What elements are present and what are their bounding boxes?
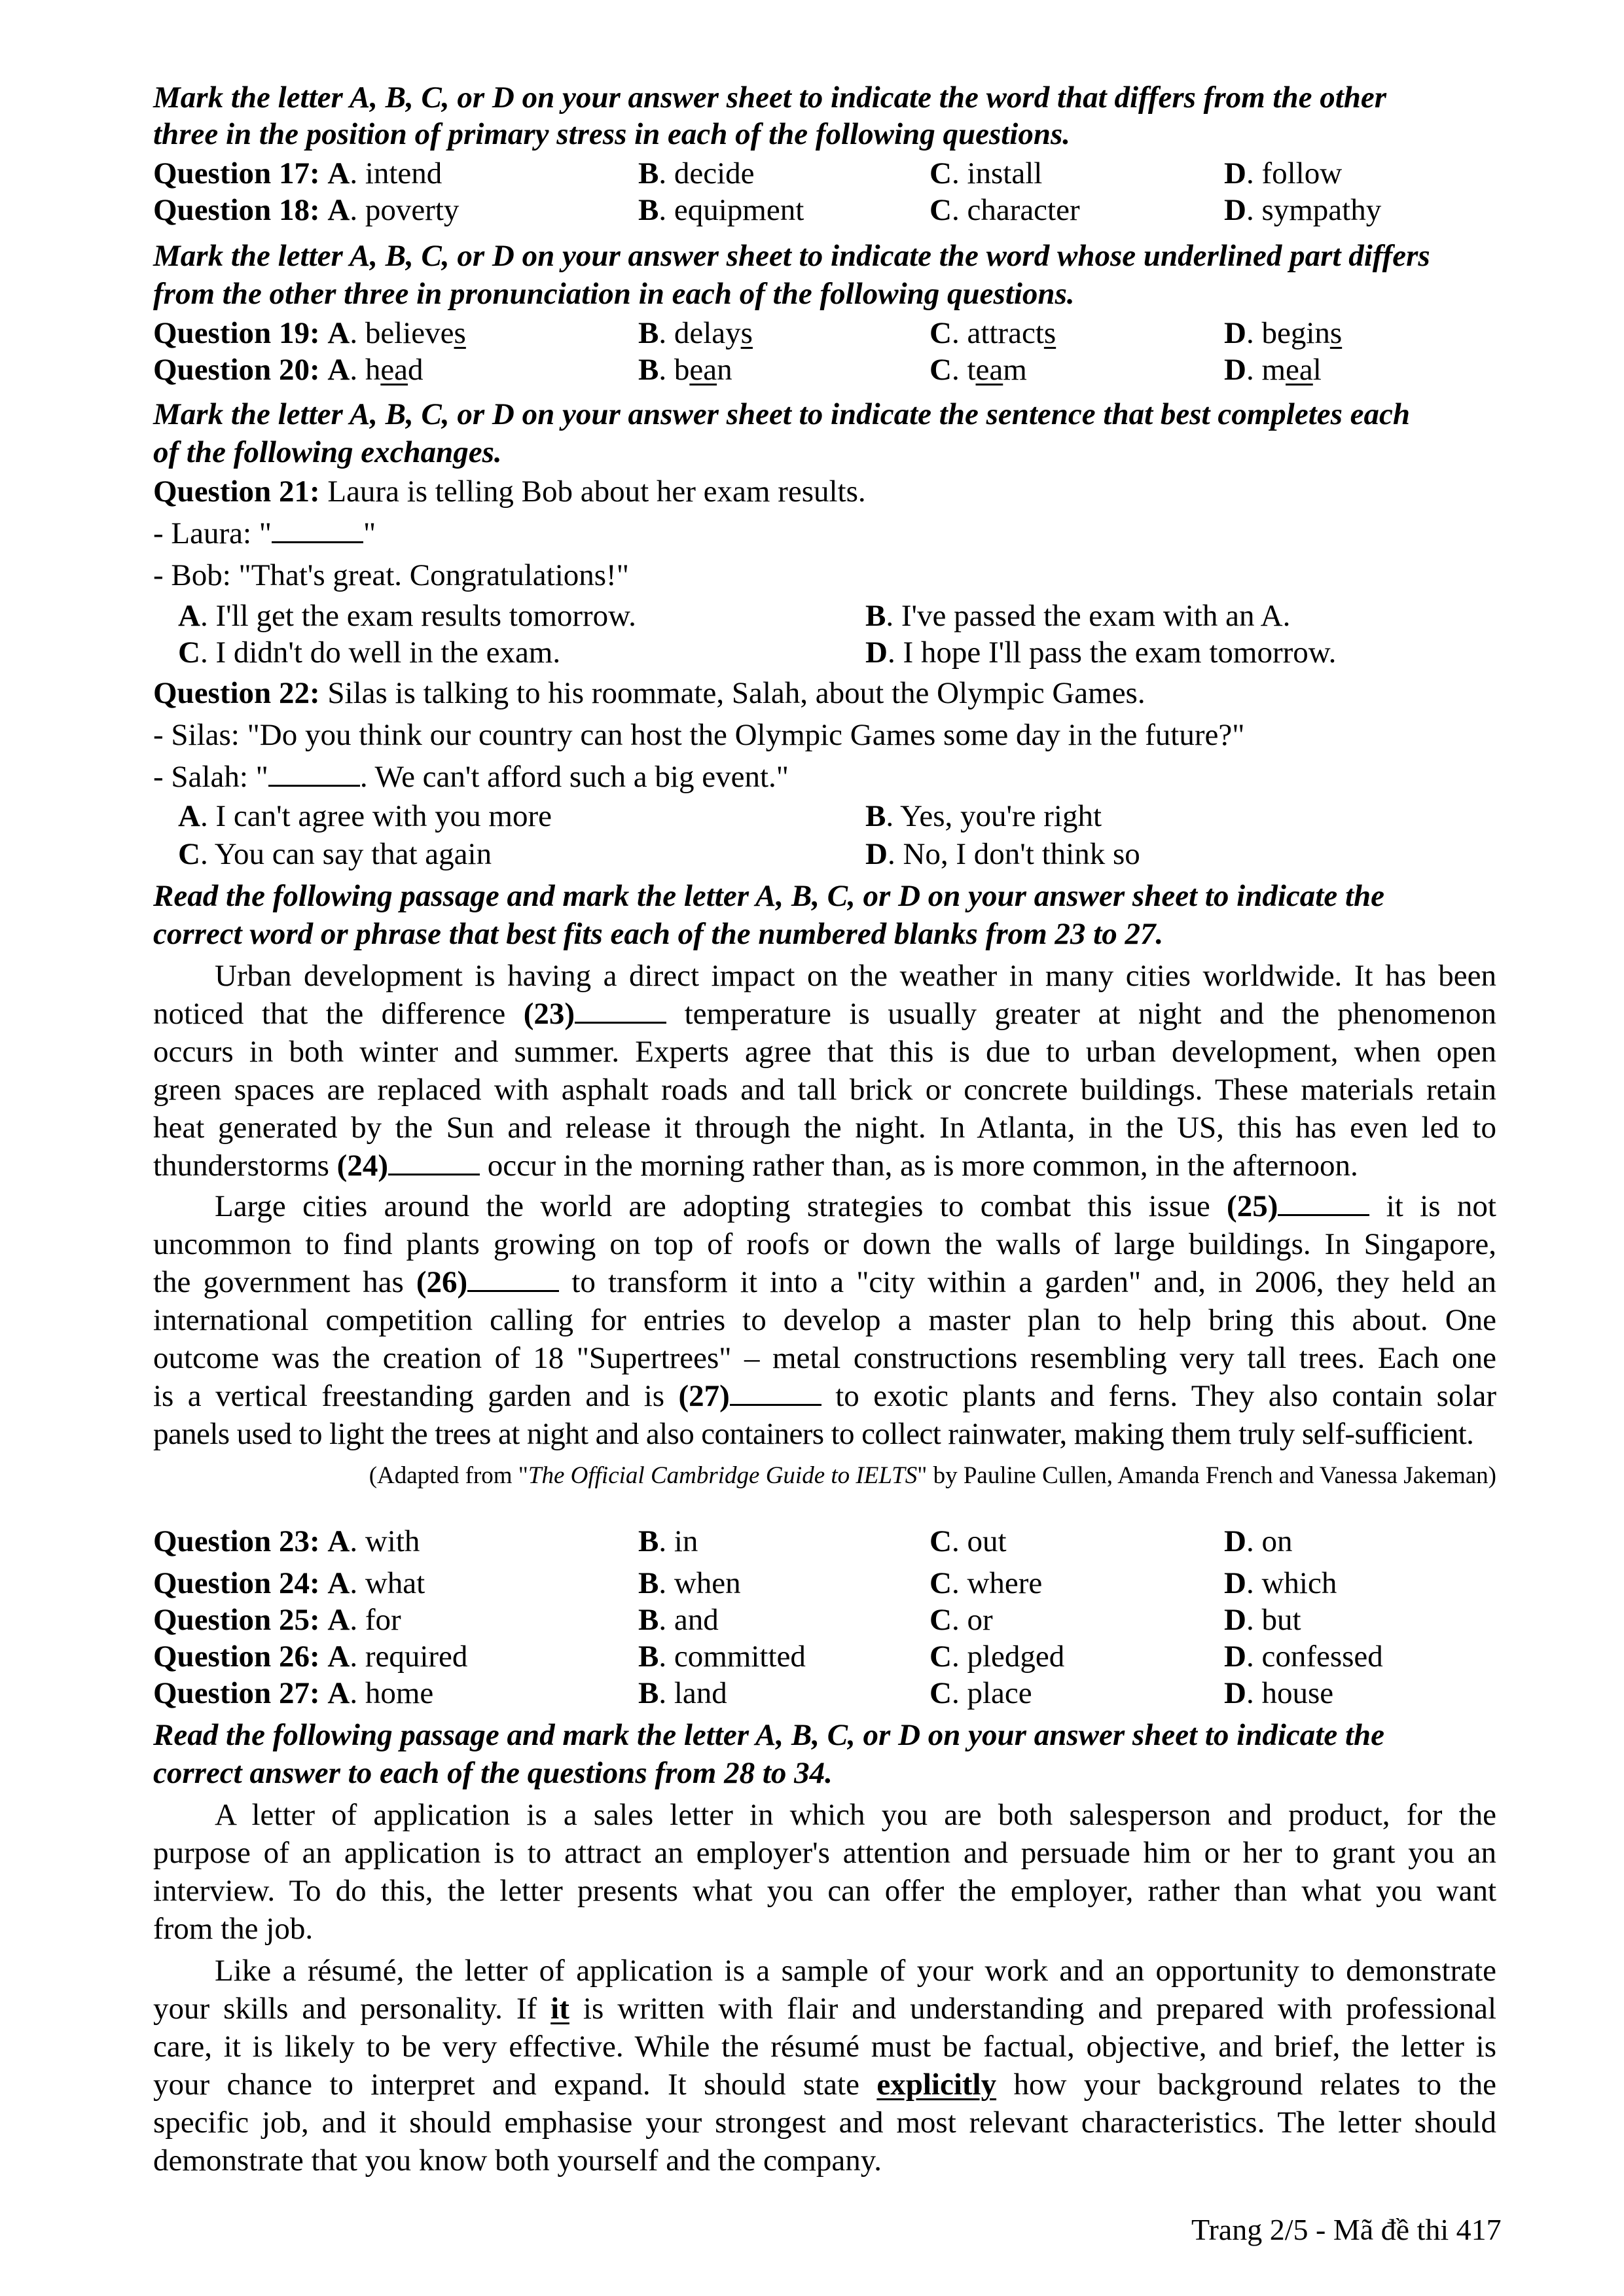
option-letter: D xyxy=(1224,1640,1246,1674)
option-d: but xyxy=(1261,1603,1301,1637)
blank-number-26: (26) xyxy=(416,1265,468,1299)
option-letter: C xyxy=(929,1640,952,1674)
option-a: with xyxy=(365,1524,420,1558)
passage2-line xyxy=(153,1990,1496,2028)
passage-text: occurs in both winter and summer. Experts agree that this is due to urban development, when open xyxy=(153,1035,1496,1069)
passage-text: is written with flair and understanding and prepared with professional xyxy=(569,1992,1496,2026)
option-letter: D xyxy=(1224,156,1246,190)
option-letter: C xyxy=(178,636,200,670)
option-b: equipment xyxy=(674,193,804,227)
question-label: Question 27: xyxy=(153,1676,320,1710)
option-b: and xyxy=(674,1603,719,1637)
underlined-part: s xyxy=(1043,316,1056,350)
question-label: Question 20: xyxy=(153,353,320,387)
option-d: begin xyxy=(1261,316,1330,350)
option-d: . No, I don't think so xyxy=(887,837,1140,871)
section5-instruction-cont xyxy=(153,1754,1496,1792)
instruction-text: Read the following passage and mark the letter A, B, C, or D on your answer sheet to indicate the xyxy=(153,1718,1385,1752)
question-label: Question 24: xyxy=(153,1566,320,1600)
dialogue-line xyxy=(153,514,1496,552)
section4-instruction xyxy=(153,877,1496,915)
option-a: h xyxy=(365,353,381,387)
speaker-text-rest: . We can't afford such a big event." xyxy=(359,760,789,794)
question-label: Question 22: xyxy=(153,676,320,710)
instruction-text: Mark the letter A, B, C, or D on your answer sheet to indicate the word that differs from the other xyxy=(153,81,1387,115)
question-label: Question 17: xyxy=(153,156,320,190)
underlined-vocab-word: explicitly xyxy=(876,2068,997,2102)
option-letter: B xyxy=(638,193,659,227)
option-letter: C xyxy=(929,1566,952,1600)
answer-blank-24 xyxy=(388,1147,480,1175)
passage2-line xyxy=(153,1834,1496,1872)
instruction-text: three in the position of primary stress in each of the following questions. xyxy=(153,117,1071,151)
passage-text: purpose of an application is to attract an employer's attention and persuade him or her to grant you an xyxy=(153,1836,1496,1870)
instruction-text: correct word or phrase that best fits each of the numbered blanks from 23 to 27. xyxy=(153,917,1164,951)
passage1-line xyxy=(153,1415,1496,1453)
section5-instruction xyxy=(153,1716,1496,1754)
source-text: (Adapted from " xyxy=(369,1462,528,1489)
question-prompt: Laura is telling Bob about her exam results. xyxy=(327,475,866,509)
instruction-text: from the other three in pronunciation in each of the following questions. xyxy=(153,277,1075,311)
question-22-options-row1 xyxy=(153,797,1496,835)
option-c: . I didn't do well in the exam. xyxy=(200,636,561,670)
passage2-line xyxy=(153,2104,1496,2142)
passage1-line xyxy=(153,1147,1496,1185)
quote-close: " xyxy=(363,516,376,550)
underlined-part: s xyxy=(454,316,466,350)
option-b: decide xyxy=(674,156,755,190)
passage-text: thunderstorms xyxy=(153,1149,337,1183)
passage-text: outcome was the creation of 18 "Supertrees" – metal constructions resembling very tall trees. Each one xyxy=(153,1341,1496,1375)
answer-blank-26 xyxy=(467,1264,559,1292)
option-c: where xyxy=(967,1566,1043,1600)
passage1-line xyxy=(153,1263,1496,1301)
passage1-line xyxy=(153,1301,1496,1339)
passage-text: care, it is likely to be very effective. While the résumé must be factual, objective, and brief, the letter is xyxy=(153,2030,1496,2064)
option-letter: A xyxy=(327,156,350,190)
dialogue-line xyxy=(153,758,1496,796)
dialogue-line xyxy=(153,556,1496,594)
option-a-rest: d xyxy=(408,353,424,387)
question-17: Question 17: A. intend B. decide C. install D. follow xyxy=(153,156,1343,190)
passage-text: international competition calling for entries to develop a master plan to help bring this about. One xyxy=(153,1303,1496,1337)
passage1-line xyxy=(153,1109,1496,1147)
passage-text: to exotic plants and ferns. They also contain solar xyxy=(821,1379,1496,1413)
question-20: Question 20: A. head B. bean C. team D. meal xyxy=(153,353,1322,387)
option-d: m xyxy=(1261,353,1286,387)
passage-text: temperature is usually greater at night and the phenomenon xyxy=(666,997,1497,1031)
question-label: Question 25: xyxy=(153,1603,320,1637)
instruction-text: Mark the letter A, B, C, or D on your answer sheet to indicate the sentence that best completes each xyxy=(153,397,1411,431)
option-a: for xyxy=(365,1603,401,1637)
speaker-text: - Bob: "That's great. Congratulations!" xyxy=(153,558,629,592)
option-letter: B xyxy=(638,156,659,190)
option-letter: D xyxy=(1224,193,1246,227)
question-label: Question 19: xyxy=(153,316,320,350)
dialogue-line xyxy=(153,716,1496,754)
question-27: Question 27: A. home B. land C. place D. house xyxy=(153,1676,1334,1710)
option-letter: B xyxy=(865,799,886,833)
question-18: Question 18: A. poverty B. equipment C. character D. sympathy xyxy=(153,193,1382,227)
question-19: Question 19: A. believes B. delays C. attracts D. begins xyxy=(153,316,1343,350)
passage-text: Urban development is having a direct impact on the weather in many cities worldwide. It has been xyxy=(215,959,1496,993)
question-24: Question 24: A. what B. when C. where D. which xyxy=(153,1566,1337,1600)
question-23: Question 23: A. with B. in C. out D. on xyxy=(153,1524,1293,1558)
passage-text: uncommon to find plants growing on top of roofs or down the walls of large buildings. In Singapore, xyxy=(153,1227,1496,1261)
option-a: home xyxy=(365,1676,434,1710)
passage-text: specific job, and it should emphasise your strongest and most relevant characteristics. The letter should xyxy=(153,2106,1496,2140)
question-21-options-row1 xyxy=(153,597,1496,635)
passage-text: your skills and personality. If xyxy=(153,1992,551,2026)
option-b: land xyxy=(674,1676,727,1710)
option-letter: A xyxy=(327,1603,350,1637)
option-letter: B xyxy=(638,316,659,350)
passage-text: Like a résumé, the letter of application is a sample of your work and an opportunity to demonstrate xyxy=(215,1954,1496,1988)
option-letter: C xyxy=(178,837,200,871)
underlined-part: ea xyxy=(380,353,408,387)
passage1-line xyxy=(153,1033,1496,1071)
option-a: believe xyxy=(365,316,454,350)
option-letter: A xyxy=(327,316,350,350)
option-letter: C xyxy=(929,353,952,387)
question-prompt: Silas is talking to his roommate, Salah, about the Olympic Games. xyxy=(327,676,1146,710)
option-letter: D xyxy=(1224,1524,1246,1558)
option-c: attract xyxy=(967,316,1044,350)
underlined-part: s xyxy=(1329,316,1343,350)
option-b: b xyxy=(674,353,690,387)
answer-blank xyxy=(268,759,360,787)
passage1-line xyxy=(153,957,1496,995)
option-letter: A xyxy=(327,1524,350,1558)
option-letter: C xyxy=(929,1676,952,1710)
passage-text: from the job. xyxy=(153,1912,314,1946)
answer-blank-25 xyxy=(1278,1188,1369,1216)
option-d: which xyxy=(1261,1566,1337,1600)
passage2-line xyxy=(153,2028,1496,2066)
option-b: . I've passed the exam with an A. xyxy=(886,599,1291,633)
passage-text: A letter of application is a sales letter in which you are both salesperson and product, for the xyxy=(215,1798,1496,1832)
underlined-part: s xyxy=(740,316,753,350)
option-a: . I'll get the exam results tomorrow. xyxy=(200,599,636,633)
underlined-reference-word: it xyxy=(550,1992,569,2026)
option-b-rest: n xyxy=(717,353,732,387)
passage-text: is a vertical freestanding garden and is xyxy=(153,1379,679,1413)
option-a: . I can't agree with you more xyxy=(200,799,552,833)
option-c: . You can say that again xyxy=(200,837,492,871)
answer-blank-23 xyxy=(575,996,666,1024)
question-26: Question 26: A. required B. committed C. pledged D. confessed xyxy=(153,1640,1383,1674)
section2-instruction xyxy=(153,237,1496,275)
passage1-line xyxy=(153,995,1496,1033)
section4-instruction-cont xyxy=(153,915,1496,953)
source-title: The Official Cambridge Guide to IELTS xyxy=(528,1462,918,1489)
question-label: Question 26: xyxy=(153,1640,320,1674)
question-label: Question 21: xyxy=(153,475,320,509)
option-letter: B xyxy=(638,1603,659,1637)
question-label: Question 23: xyxy=(153,1524,320,1558)
option-c: or xyxy=(967,1603,993,1637)
instruction-text: of the following exchanges. xyxy=(153,435,502,469)
passage2-line xyxy=(153,2142,1496,2179)
page-footer: Trang 2/5 - Mã đề thi 417 xyxy=(1191,2213,1502,2246)
blank-number-25: (25) xyxy=(1227,1189,1278,1223)
speaker-text: - Salah: " xyxy=(153,760,268,794)
passage-text: it is not xyxy=(1369,1189,1496,1223)
option-letter: B xyxy=(638,1640,659,1674)
question-21-options-row2 xyxy=(153,634,1496,672)
section1-instruction-cont xyxy=(153,115,1496,153)
passage2-line xyxy=(153,1872,1496,1910)
option-letter: D xyxy=(865,636,888,670)
passage1-line xyxy=(153,1187,1496,1225)
option-letter: D xyxy=(1224,1603,1246,1637)
blank-number-24: (24) xyxy=(336,1149,388,1183)
option-b: in xyxy=(674,1524,698,1558)
option-letter: B xyxy=(638,1524,659,1558)
passage-source xyxy=(153,1457,1496,1495)
passage-text: green spaces are replaced with asphalt roads and tall brick or concrete buildings. These materials retain xyxy=(153,1073,1496,1107)
passage2-line xyxy=(153,1952,1496,1990)
section3-instruction-cont xyxy=(153,433,1496,471)
question-25: Question 25: A. for B. and C. or D. but xyxy=(153,1603,1301,1637)
speaker-text: - Laura: " xyxy=(153,516,272,550)
passage-text: how your background relates to the xyxy=(996,2068,1496,2102)
option-letter: B xyxy=(638,1676,659,1710)
question-label: Question 18: xyxy=(153,193,320,227)
option-a: poverty xyxy=(365,193,460,227)
option-a: intend xyxy=(365,156,442,190)
passage-text: occur in the morning rather than, as is more common, in the afternoon. xyxy=(479,1149,1358,1183)
option-letter: D xyxy=(865,837,888,871)
option-letter: B xyxy=(638,353,659,387)
option-b: . Yes, you're right xyxy=(886,799,1102,833)
option-letter: C xyxy=(929,156,952,190)
passage-text: demonstrate that you know both yourself and the company. xyxy=(153,2144,882,2178)
option-letter: A xyxy=(178,599,200,633)
blank-number-23: (23) xyxy=(523,997,575,1031)
passage2-line xyxy=(153,1796,1496,1834)
option-b: delay xyxy=(674,316,741,350)
option-letter: C xyxy=(929,316,952,350)
passage1-line xyxy=(153,1225,1496,1263)
option-letter: D xyxy=(1224,353,1246,387)
option-c: t xyxy=(967,353,976,387)
instruction-text: correct answer to each of the questions from 28 to 34. xyxy=(153,1756,833,1790)
option-d: sympathy xyxy=(1261,193,1382,227)
option-b: committed xyxy=(674,1640,806,1674)
option-letter: D xyxy=(1224,1566,1246,1600)
option-letter: A xyxy=(327,193,350,227)
passage1-line xyxy=(153,1377,1496,1415)
answer-blank-27 xyxy=(730,1378,821,1406)
option-a: required xyxy=(365,1640,468,1674)
option-d: on xyxy=(1261,1524,1293,1558)
question-22-prompt xyxy=(153,674,1496,712)
passage1-line xyxy=(153,1339,1496,1377)
option-letter: A xyxy=(327,353,350,387)
instruction-text: Mark the letter A, B, C, or D on your answer sheet to indicate the word whose underlined part differs xyxy=(153,239,1430,273)
question-22-options-row2 xyxy=(153,835,1496,873)
option-b: when xyxy=(674,1566,741,1600)
option-d: . I hope I'll pass the exam tomorrow. xyxy=(887,636,1337,670)
passage-text: the government has xyxy=(153,1265,416,1299)
passage2-line xyxy=(153,1910,1496,1948)
option-c: out xyxy=(967,1524,1007,1558)
option-letter: C xyxy=(929,1603,952,1637)
option-letter: A xyxy=(178,799,200,833)
speaker-text: - Silas: "Do you think our country can host the Olympic Games some day in the future?" xyxy=(153,718,1245,752)
blank-number-27: (27) xyxy=(678,1379,730,1413)
option-d: house xyxy=(1261,1676,1334,1710)
option-letter: A xyxy=(327,1676,350,1710)
option-letter: B xyxy=(638,1566,659,1600)
passage-text: heat generated by the Sun and release it through the night. In Atlanta, in the US, this has even led to xyxy=(153,1111,1496,1145)
option-a: what xyxy=(365,1566,425,1600)
option-c: character xyxy=(967,193,1080,227)
option-c-rest: m xyxy=(1003,353,1027,387)
instruction-text: Read the following passage and mark the letter A, B, C, or D on your answer sheet to indicate the xyxy=(153,879,1385,913)
passage1-line xyxy=(153,1071,1496,1109)
option-c: pledged xyxy=(967,1640,1065,1674)
option-letter: D xyxy=(1224,1676,1246,1710)
underlined-part: ea xyxy=(1286,353,1313,387)
question-21-prompt xyxy=(153,473,1496,511)
passage-text: Large cities around the world are adopting strategies to combat this issue xyxy=(215,1189,1227,1223)
option-letter: A xyxy=(327,1640,350,1674)
option-c: install xyxy=(967,156,1043,190)
option-d: follow xyxy=(1261,156,1343,190)
option-d-rest: l xyxy=(1312,353,1322,387)
section3-instruction xyxy=(153,395,1496,433)
passage2-line xyxy=(153,2066,1496,2104)
option-letter: A xyxy=(327,1566,350,1600)
option-letter: C xyxy=(929,193,952,227)
option-d: confessed xyxy=(1261,1640,1383,1674)
answer-blank xyxy=(272,515,363,543)
section1-instruction xyxy=(153,79,1496,117)
option-letter: D xyxy=(1224,316,1246,350)
option-c: place xyxy=(967,1676,1032,1710)
underlined-part: ea xyxy=(689,353,717,387)
passage-text: to transform it into a "city within a garden" and, in 2006, they held an xyxy=(559,1265,1496,1299)
passage-text: panels used to light the trees at night and also containers to collect rainwater, making them truly self-sufficient. xyxy=(153,1417,1474,1451)
passage-text: your chance to interpret and expand. It should state xyxy=(153,2068,877,2102)
passage-text: noticed that the difference xyxy=(153,997,524,1031)
passage-text: interview. To do this, the letter presents what you can offer the employer, rather than what you want xyxy=(153,1874,1496,1908)
option-letter: B xyxy=(865,599,886,633)
option-letter: C xyxy=(929,1524,952,1558)
source-text: " by Pauline Cullen, Amanda French and Vanessa Jakeman) xyxy=(917,1462,1496,1489)
underlined-part: ea xyxy=(975,353,1003,387)
section2-instruction-cont xyxy=(153,275,1496,313)
